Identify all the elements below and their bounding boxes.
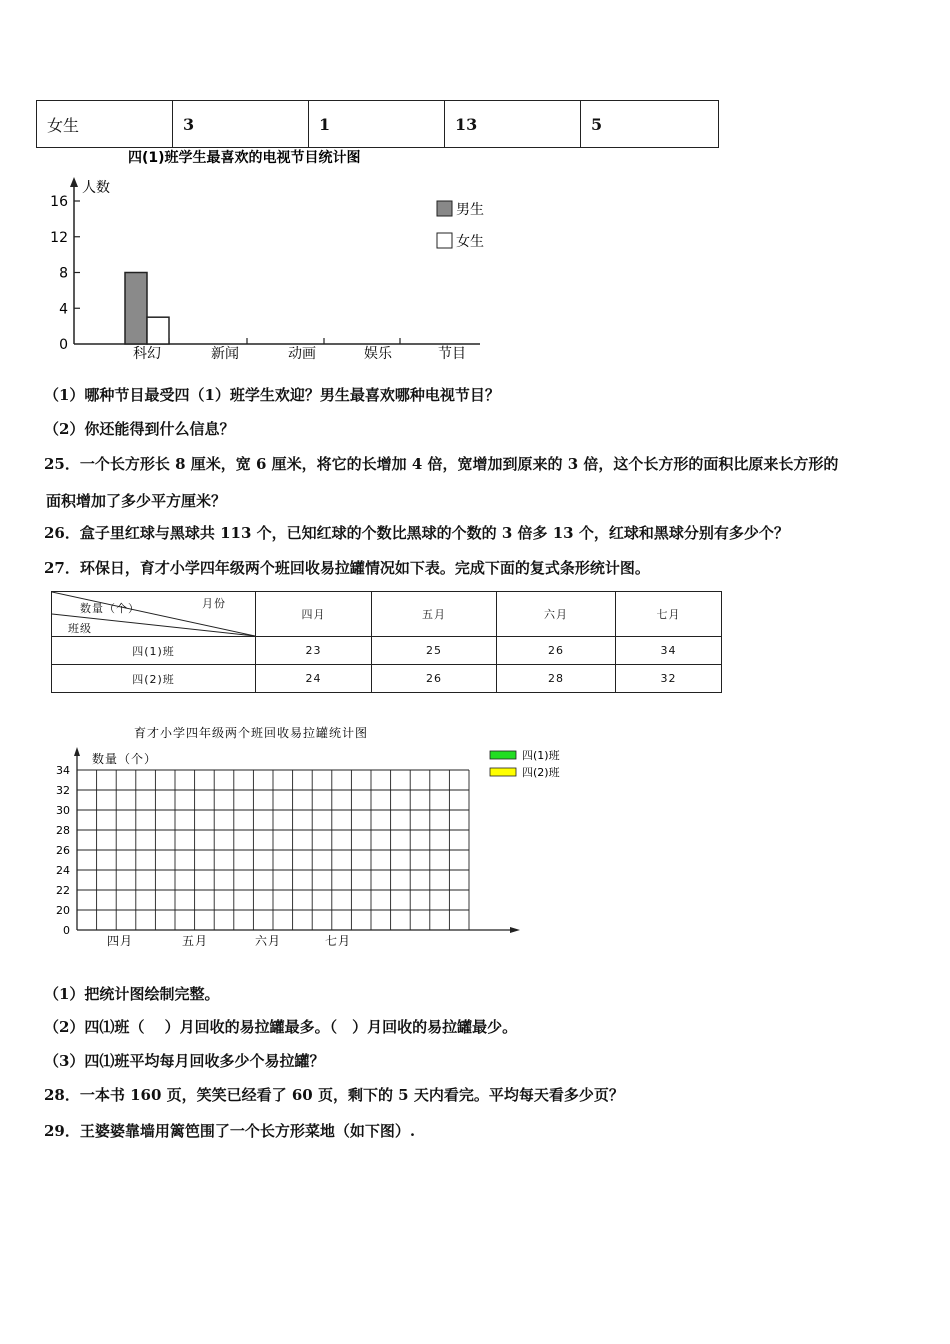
corner-quantity: 数量（个）	[80, 602, 140, 615]
y-tick-label: 0	[63, 924, 70, 937]
y-tick-label: 34	[56, 764, 70, 777]
month-july: 七月	[616, 592, 722, 637]
y-tick-label: 12	[50, 229, 68, 246]
cell-value: 28	[497, 665, 616, 693]
chart-title: 四(1)班学生最喜欢的电视节目统计图	[128, 150, 361, 166]
cell-value: 32	[616, 665, 722, 693]
x-tick-label: 新闻	[211, 346, 239, 362]
table-header-row	[52, 592, 722, 637]
question-27-2: （2）四⑴班（ ）月回收的易拉罐最多。（ ）月回收的易拉罐最少。	[44, 1018, 518, 1036]
question-25: 25．一个长方形长 8 厘米，宽 6 厘米，将它的长增加 4 倍，宽增加到原来的 3 倍，这个长方形的面积比原来长方形的	[44, 455, 839, 473]
class-label: 四(2)班	[52, 665, 256, 693]
y-axis-label: 数量（个）	[92, 752, 158, 766]
corner-cell	[52, 592, 256, 637]
cell-value: 26	[497, 637, 616, 665]
cell-value: 26	[372, 665, 497, 693]
y-tick-label: 22	[56, 884, 70, 897]
month-april: 四月	[256, 592, 372, 637]
y-tick-label: 32	[56, 784, 70, 797]
x-tick-label: 动画	[288, 346, 316, 362]
cell-science-fiction: 3	[173, 101, 309, 148]
y-tick-label: 28	[56, 824, 70, 837]
x-axis-label: 节目	[438, 346, 466, 362]
legend-boys-label: 男生	[456, 202, 484, 218]
x-tick-label: 六月	[254, 934, 282, 948]
month-june: 六月	[497, 592, 616, 637]
y-tick-label: 24	[56, 864, 70, 877]
x-tick-label: 四月	[106, 934, 134, 948]
question-27-3: （3）四⑴班平均每月回收多少个易拉罐？	[44, 1052, 325, 1070]
x-axis-arrow	[510, 927, 520, 933]
table-row	[37, 101, 719, 148]
corner-class: 班级	[68, 622, 92, 635]
question-28: 28．一本书 160 页，笑笑已经看了 60 页，剩下的 5 天内看完。平均每天看多少页？	[44, 1086, 624, 1104]
table-row	[52, 637, 722, 665]
corner-month: 月份	[202, 597, 226, 610]
tv-program-chart	[40, 145, 510, 370]
y-tick-label: 16	[50, 194, 68, 210]
question-26: 26．盒子里红球与黑球共 113 个，已知红球的个数比黑球的个数的 3 倍多 13 个，红球和黑球分别有多少个？	[44, 524, 789, 542]
row-label: 女生	[37, 101, 173, 148]
cell-value: 24	[256, 665, 372, 693]
x-tick-label: 七月	[324, 934, 352, 948]
question-29: 29．王婆婆靠墙用篱笆围了一个长方形菜地（如下图）.	[44, 1122, 416, 1140]
x-tick-label: 五月	[181, 934, 209, 948]
class-label: 四(1)班	[52, 637, 256, 665]
legend-class1-label: 四(1)班	[522, 749, 560, 762]
y-tick-label: 4	[59, 301, 68, 318]
question-2: （2）你还能得到什么信息？	[44, 420, 235, 438]
chart-title: 育才小学四年级两个班回收易拉罐统计图	[134, 726, 369, 740]
girls-table	[36, 100, 719, 148]
cell-value: 34	[616, 637, 722, 665]
legend-class2-label: 四(2)班	[522, 766, 560, 779]
y-axis-arrow	[74, 747, 80, 756]
y-tick-label: 8	[59, 265, 68, 282]
y-axis-label: 人数	[82, 180, 110, 196]
question-1: （1）哪种节目最受四（1）班学生欢迎？男生最喜欢哪种电视节目？	[44, 386, 500, 404]
question-27-1: （1）把统计图绘制完整。	[44, 985, 220, 1003]
y-tick-label: 30	[56, 804, 70, 817]
legend-girls-label: 女生	[456, 234, 484, 250]
x-tick-label: 科幻	[133, 346, 161, 362]
question-25-continued: 面积增加了多少平方厘米？	[46, 492, 227, 510]
cell-entertainment: 5	[581, 101, 719, 148]
y-axis-arrow	[70, 177, 78, 187]
question-27: 27．环保日，育才小学四年级两个班回收易拉罐情况如下表。完成下面的复式条形统计图。	[44, 559, 650, 577]
cell-animation: 13	[445, 101, 581, 148]
bar-girls-科幻	[147, 317, 169, 344]
month-may: 五月	[372, 592, 497, 637]
legend-class2-swatch	[490, 768, 516, 776]
cans-chart	[40, 722, 600, 957]
legend-class1-swatch	[490, 751, 516, 759]
table-row	[52, 665, 722, 693]
legend-boys-swatch	[437, 201, 452, 216]
cell-news: 1	[309, 101, 445, 148]
y-tick-label: 0	[59, 337, 68, 353]
cans-table	[51, 591, 722, 693]
legend-girls-swatch	[437, 233, 452, 248]
y-tick-label: 20	[56, 904, 70, 917]
bar-boys-科幻	[125, 273, 147, 345]
y-tick-label: 26	[56, 844, 70, 857]
cell-value: 23	[256, 637, 372, 665]
cell-value: 25	[372, 637, 497, 665]
x-tick-label: 娱乐	[364, 346, 392, 362]
